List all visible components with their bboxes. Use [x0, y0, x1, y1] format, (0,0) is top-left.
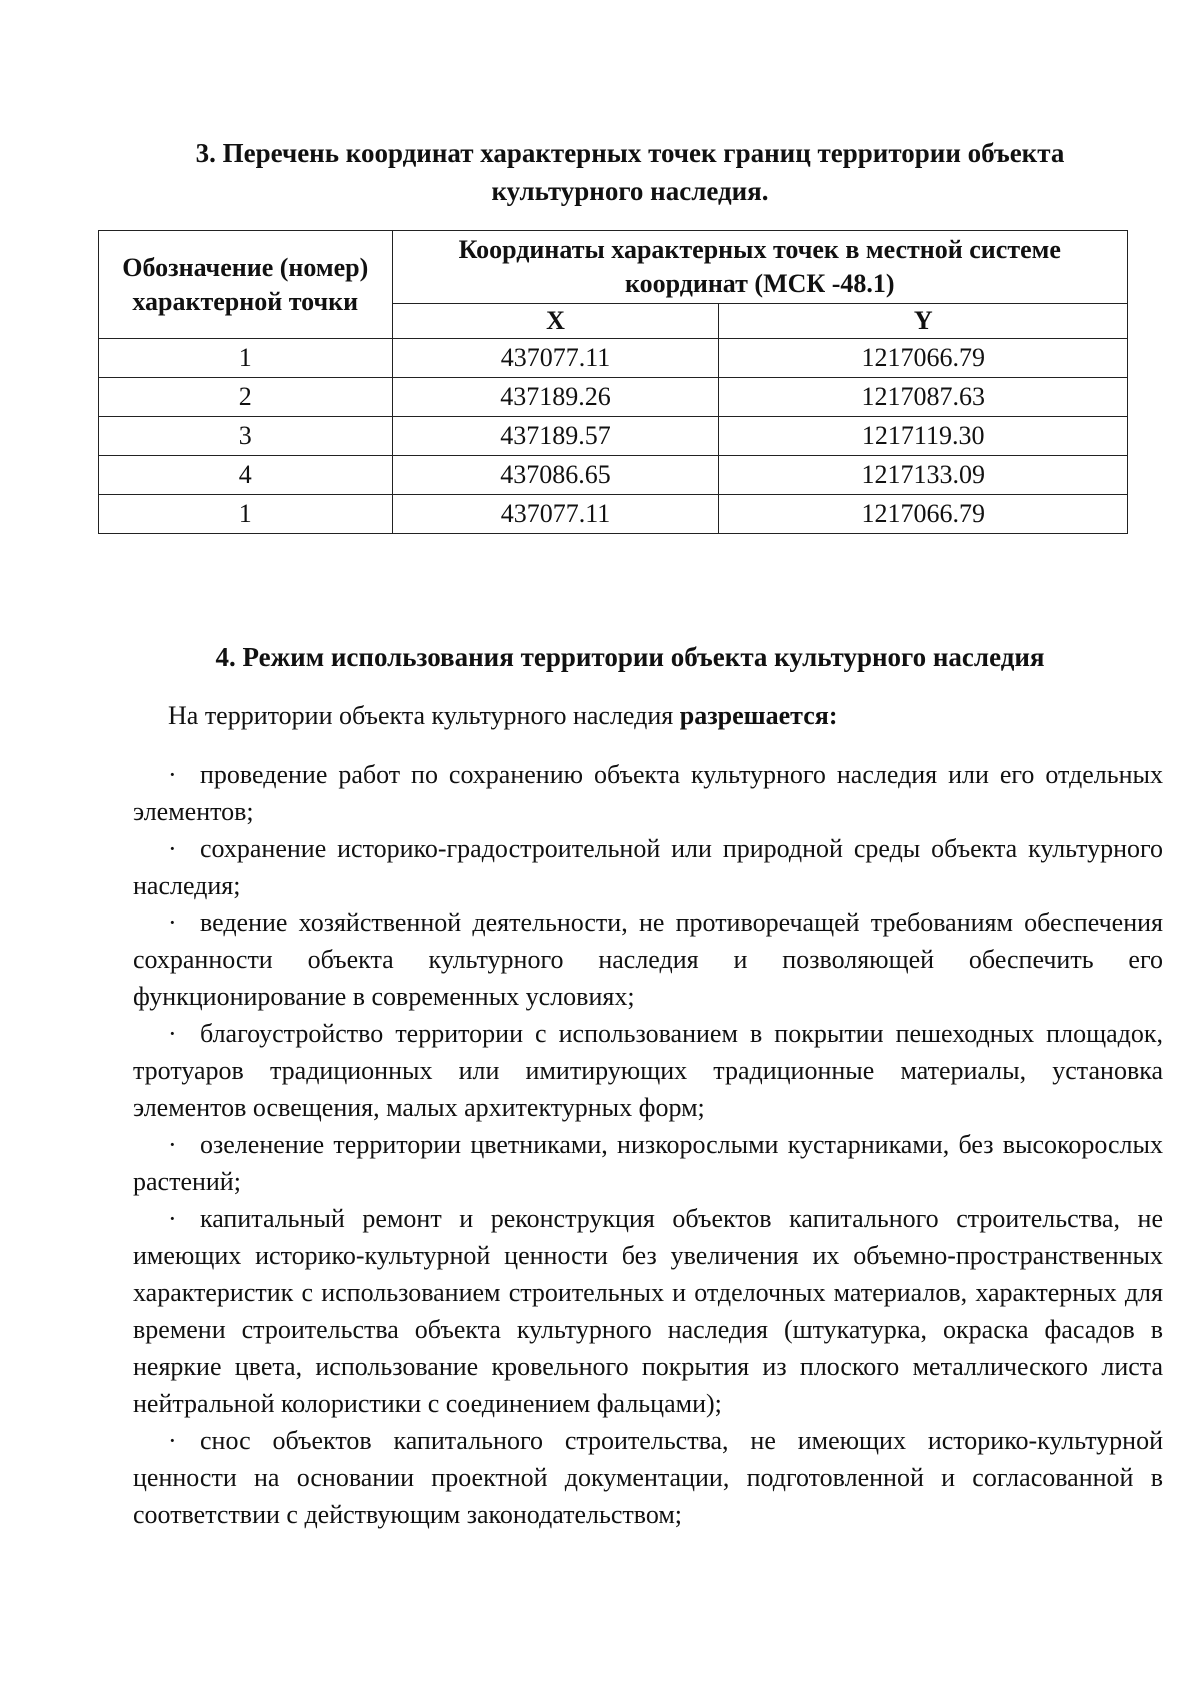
coord-x: 437077.11: [392, 339, 719, 378]
bullet-icon: ·: [168, 1426, 177, 1455]
point-number: 4: [99, 456, 393, 495]
table-row: [99, 495, 1128, 534]
point-number: 2: [99, 378, 393, 417]
coord-y: 1217066.79: [719, 339, 1128, 378]
coord-y: 1217066.79: [719, 495, 1128, 534]
bullet-icon: ·: [168, 834, 177, 863]
list-item: · проведение работ по сохранению объекта культурного наследия или его отдельных элементов;: [133, 756, 1163, 830]
point-number: 1: [99, 339, 393, 378]
coordinates-table: [98, 230, 1128, 534]
section-4-title: 4. Режим использования территории объекта культурного наследия: [215, 642, 1045, 672]
list-item: · снос объектов капитального строительства, не имеющих историко-культурной ценности на основании проектной документации, подготовленной и согласованной в соответствии с действующим законодательством;: [133, 1422, 1163, 1533]
section-3-title: 3. Перечень координат характерных точек границ территории объекта культурного наследия.: [195, 138, 1065, 206]
header-y: Y: [719, 304, 1128, 339]
permitted-intro: [168, 697, 838, 735]
coord-x: 437189.57: [392, 417, 719, 456]
coord-y: 1217119.30: [719, 417, 1128, 456]
list-item: · благоустройство территории с использованием в покрытии пешеходных площадок, тротуаров традиционных или имитирующих традиционные материалы, установка элементов освещения, малых архитектурных форм;: [133, 1015, 1163, 1126]
intro-bold: разрешается:: [679, 701, 838, 730]
header-point-designation: Обозначение (номер) характерной точки: [99, 231, 393, 339]
coord-x: 437077.11: [392, 495, 719, 534]
intro-text: На территории объекта культурного наследия: [168, 701, 674, 730]
list-item: · капитальный ремонт и реконструкция объектов капитального строительства, не имеющих историко-культурной ценности без увеличения их объемно-пространственных характеристик с использованием строительных и отделочных материалов, характерных для времени строительства объекта культурного наследия (штукатурка, окраска фасадов в неяркие цвета, использование кровельного покрытия из плоского металлического листа нейтральной колористики с соединением фальцами);: [133, 1200, 1163, 1422]
bullet-icon: ·: [168, 1204, 177, 1233]
point-number: 1: [99, 495, 393, 534]
coord-y: 1217133.09: [719, 456, 1128, 495]
point-number: 3: [99, 417, 393, 456]
bullet-icon: ·: [168, 1130, 177, 1159]
table-row: [99, 456, 1128, 495]
table-row: [99, 417, 1128, 456]
header-coordinates: Координаты характерных точек в местной системе координат (МСК -48.1): [392, 231, 1127, 304]
bullet-icon: ·: [168, 908, 177, 937]
table-row: [99, 378, 1128, 417]
bullet-icon: ·: [168, 1019, 177, 1048]
table-row: [99, 339, 1128, 378]
list-item: · ведение хозяйственной деятельности, не противоречащей требованиям обеспечения сохранности объекта культурного наследия и позволяющей обеспечить его функционирование в современных условиях;: [133, 904, 1163, 1015]
header-x: X: [392, 304, 719, 339]
bullet-icon: ·: [168, 760, 177, 789]
list-item: · озеленение территории цветниками, низкорослыми кустарниками, без высокорослых растений;: [133, 1126, 1163, 1200]
list-item: · сохранение историко-градостроительной или природной среды объекта культурного наследия;: [133, 830, 1163, 904]
permitted-list: [133, 756, 1163, 1533]
coord-x: 437086.65: [392, 456, 719, 495]
coord-x: 437189.26: [392, 378, 719, 417]
coord-y: 1217087.63: [719, 378, 1128, 417]
